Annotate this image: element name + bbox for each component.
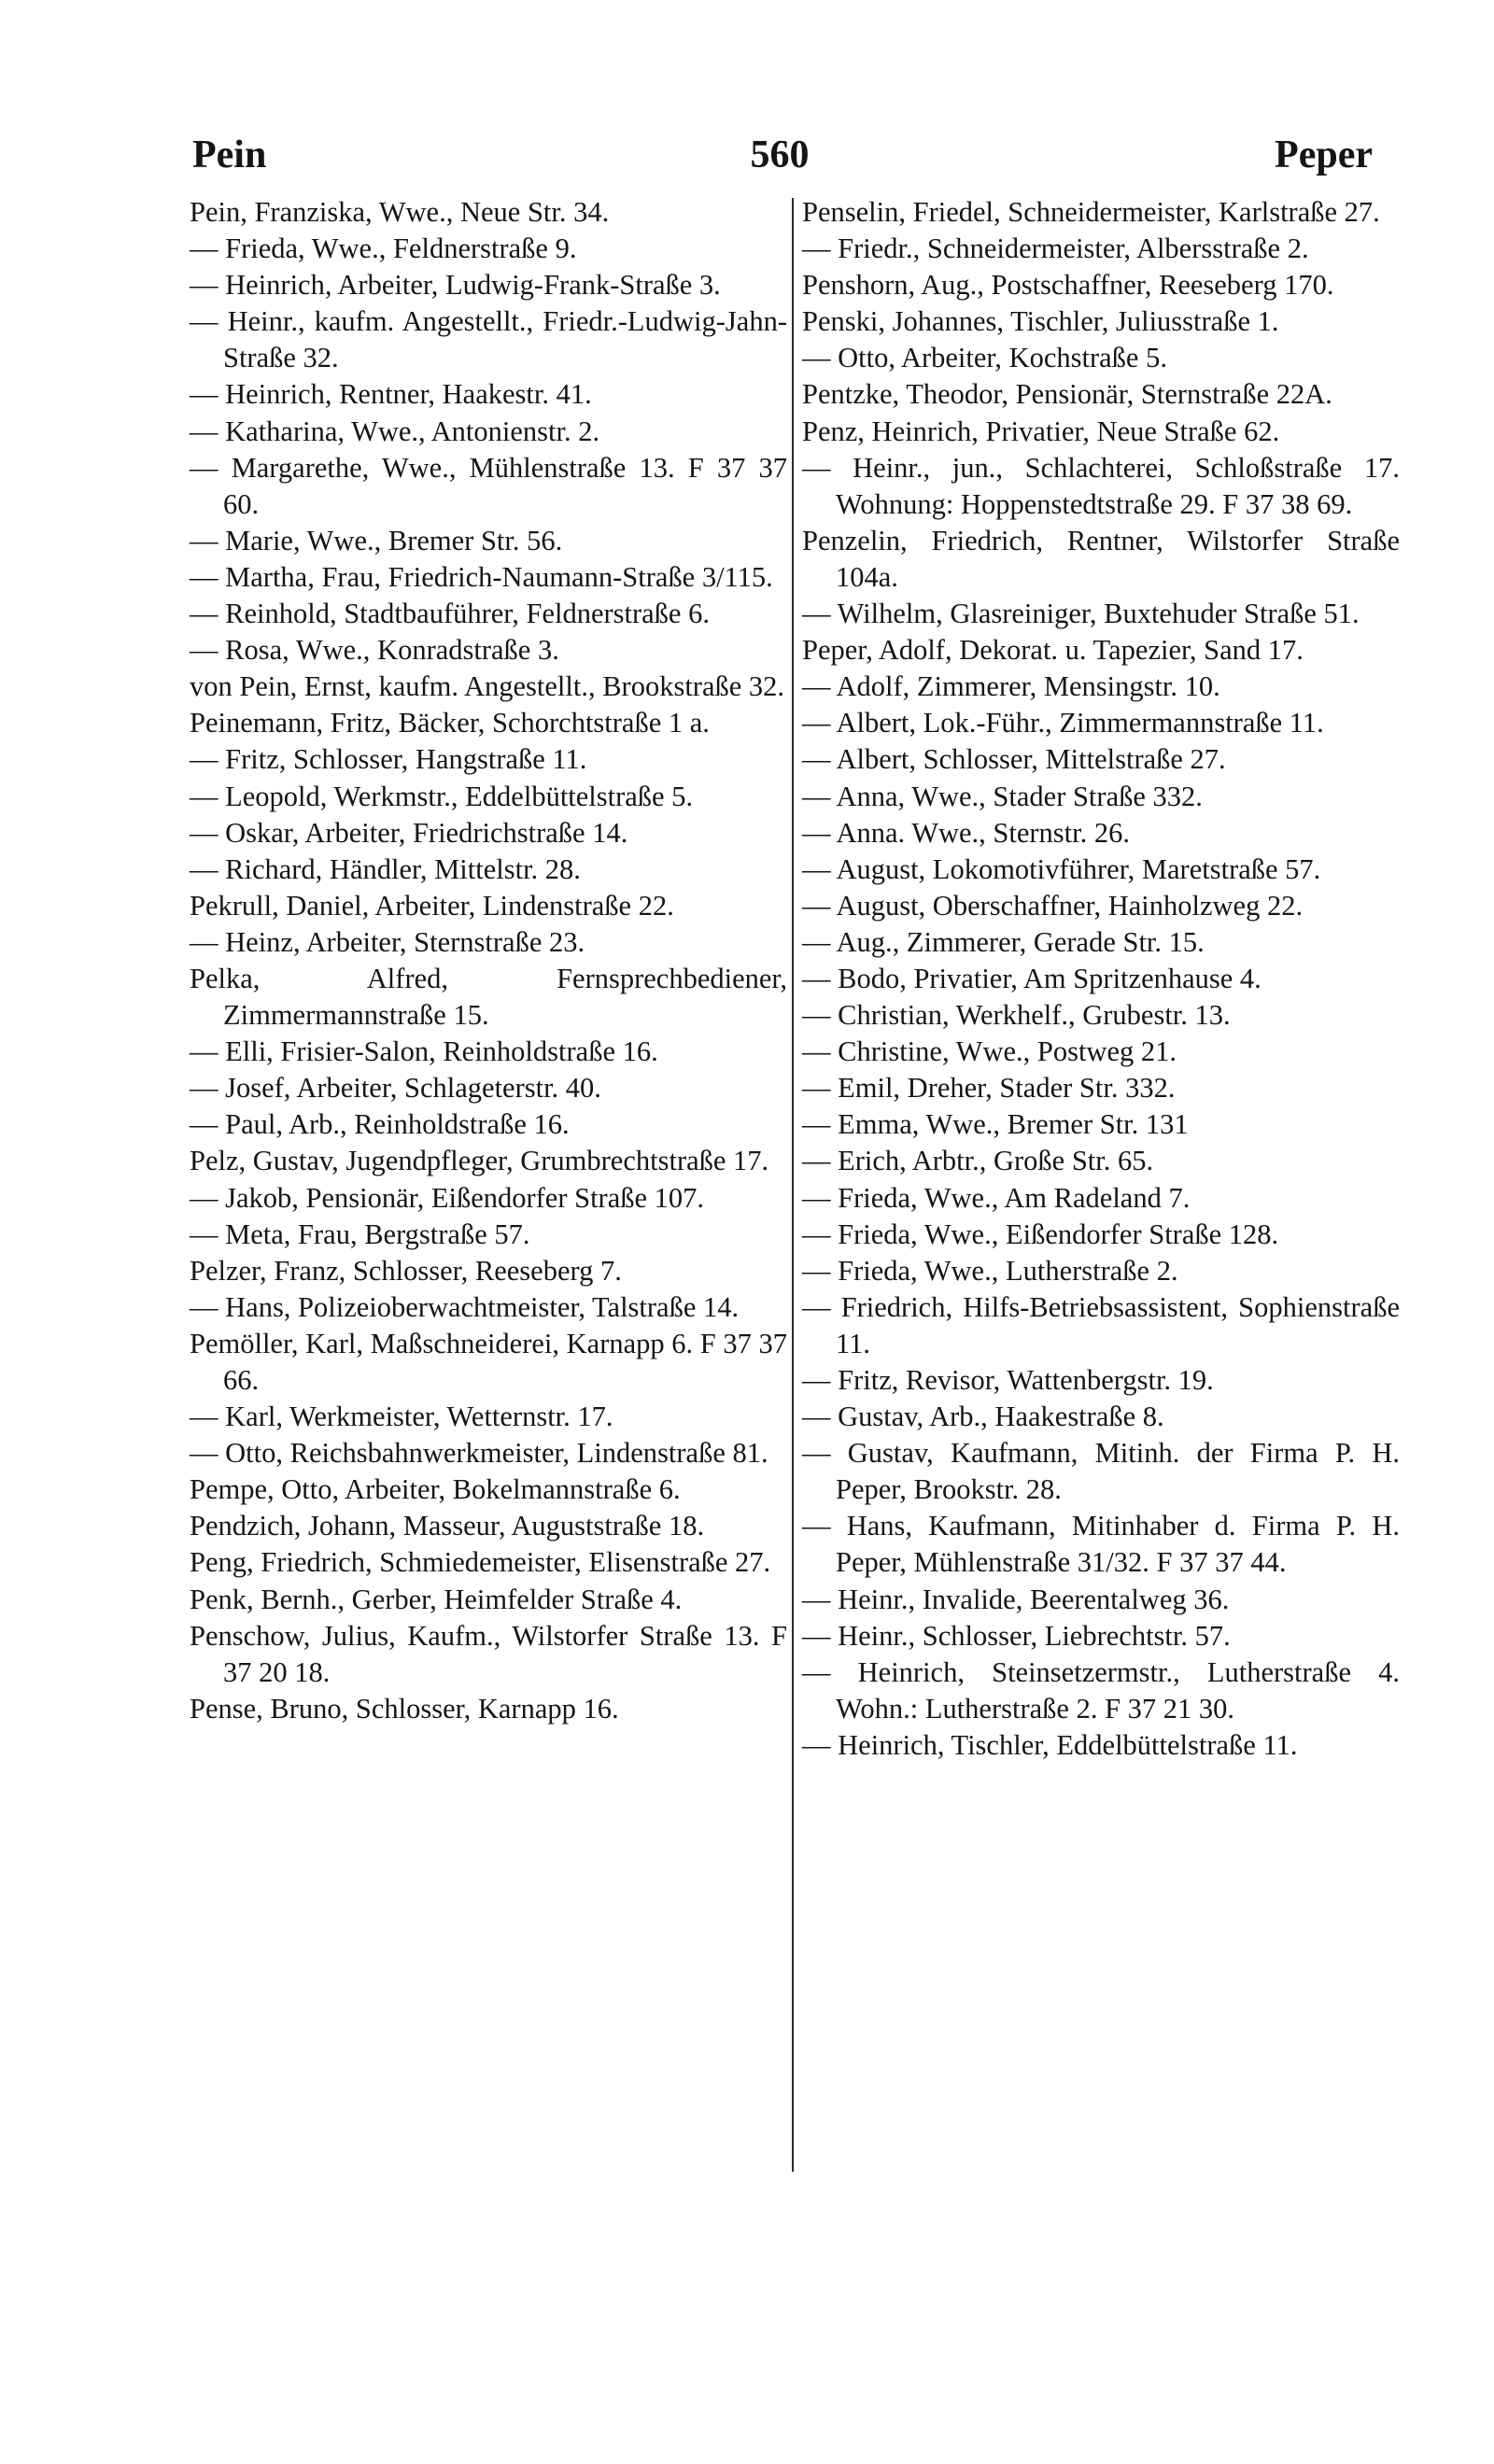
directory-entry: Pein, Franziska, Wwe., Neue Str. 34. xyxy=(190,196,610,228)
directory-entry: Penselin, Friedel, Schneidermeister, Karlstraße 27. xyxy=(802,196,1380,228)
page-header xyxy=(187,133,1373,185)
directory-entry: Peng, Friedrich, Schmiedemeister, Elisenstraße 27. xyxy=(190,1546,771,1579)
directory-entry: — Heinr., Invalide, Beerentalweg 36. xyxy=(802,1583,1230,1615)
directory-entry: — Elli, Frisier-Salon, Reinholdstraße 16. xyxy=(190,1035,658,1068)
directory-entry: — Frieda, Wwe., Eißendorfer Straße 128. xyxy=(802,1218,1279,1250)
directory-entry: — Heinr., jun., Schlachterei, Schloßstraße 17. Wohnung: Hoppenstedtstraße 29. F 37 38 69. xyxy=(802,451,1400,520)
directory-entry: Penzelin, Friedrich, Rentner, Wilstorfer Straße 104a. xyxy=(802,524,1400,593)
directory-entry: — Frieda, Wwe., Lutherstraße 2. xyxy=(802,1254,1178,1287)
directory-entry: Penk, Bernh., Gerber, Heimfelder Straße 4. xyxy=(190,1583,683,1615)
directory-entry: Pelzer, Franz, Schlosser, Reeseberg 7. xyxy=(190,1254,622,1287)
directory-entry: — Albert, Schlosser, Mittelstraße 27. xyxy=(802,743,1226,776)
directory-entry: — Anna. Wwe., Sternstr. 26. xyxy=(802,816,1131,849)
directory-entry: von Pein, Ernst, kaufm. Angestellt., Brookstraße 32. xyxy=(190,670,785,703)
directory-entry: — August, Lokomotivführer, Maretstraße 57. xyxy=(802,852,1321,885)
directory-entry: — Jakob, Pensionär, Eißendorfer Straße 107. xyxy=(190,1181,705,1214)
directory-entry: Pendzich, Johann, Masseur, Auguststraße 18. xyxy=(190,1510,705,1542)
directory-entry: Pempe, Otto, Arbeiter, Bokelmannstraße 6. xyxy=(190,1473,681,1506)
directory-entry: — Martha, Frau, Friedrich-Naumann-Straße 3/115. xyxy=(190,560,773,593)
directory-entry: — Margarethe, Wwe., Mühlenstraße 13. F 37 37 60. xyxy=(190,451,787,520)
directory-entry: — Heinrich, Tischler, Eddelbüttelstraße 11. xyxy=(802,1728,1298,1761)
directory-entry: — Heinr., Schlosser, Liebrechtstr. 57. xyxy=(802,1619,1231,1652)
directory-entry: — Reinhold, Stadtbauführer, Feldnerstraße 6. xyxy=(190,598,710,630)
directory-entry: — Otto, Arbeiter, Kochstraße 5. xyxy=(802,342,1167,374)
directory-entry: — Richard, Händler, Mittelstr. 28. xyxy=(190,852,581,885)
directory-entry: — Oskar, Arbeiter, Friedrichstraße 14. xyxy=(190,816,628,849)
directory-entry: — Heinrich, Steinsetzermstr., Lutherstraße 4. Wohn.: Lutherstraße 2. F 37 21 30. xyxy=(802,1655,1400,1725)
directory-entry: — Emil, Dreher, Stader Str. 332. xyxy=(802,1072,1176,1105)
directory-entry: — Adolf, Zimmerer, Mensingstr. 10. xyxy=(802,670,1220,703)
directory-entry: — Aug., Zimmerer, Gerade Str. 15. xyxy=(802,925,1205,958)
directory-entry: — Heinz, Arbeiter, Sternstraße 23. xyxy=(190,925,585,958)
directory-entry: — Albert, Lok.-Führ., Zimmermannstraße 11. xyxy=(802,707,1324,739)
directory-entry: — Katharina, Wwe., Antonienstr. 2. xyxy=(190,415,600,447)
directory-entry: — Bodo, Privatier, Am Spritzenhause 4. xyxy=(802,962,1261,994)
directory-entry: Peinemann, Fritz, Bäcker, Schorchtstraße 1 a. xyxy=(190,707,710,739)
directory-entry: Penshorn, Aug., Postschaffner, Reeseberg 170. xyxy=(802,269,1334,302)
directory-entry: — Fritz, Revisor, Wattenbergstr. 19. xyxy=(802,1364,1214,1396)
directory-entry: — Meta, Frau, Bergstraße 57. xyxy=(190,1218,530,1250)
directory-entry: Pemöller, Karl, Maßschneiderei, Karnapp 6. F 37 37 66. xyxy=(190,1327,787,1396)
directory-entry: — Erich, Arbtr., Große Str. 65. xyxy=(802,1145,1154,1177)
directory-entry: — Christian, Werkhelf., Grubestr. 13. xyxy=(802,999,1231,1032)
directory-entry: — Leopold, Werkmstr., Eddelbüttelstraße 5. xyxy=(190,780,694,812)
directory-entry: — Karl, Werkmeister, Wetternstr. 17. xyxy=(190,1401,613,1433)
directory-entry: Penschow, Julius, Kaufm., Wilstorfer Straße 13. F 37 20 18. xyxy=(190,1619,787,1688)
header-left-keyword: Pein xyxy=(192,134,267,176)
left-column xyxy=(190,194,787,1727)
directory-entry: — Heinr., kaufm. Angestellt., Friedr.-Ludwig-Jahn-Straße 32. xyxy=(190,305,787,374)
directory-entry: — Wilhelm, Glasreiniger, Buxtehuder Straße 51. xyxy=(802,598,1360,630)
directory-entry: — Christine, Wwe., Postweg 21. xyxy=(802,1035,1177,1068)
directory-entry: Pense, Bruno, Schlosser, Karnapp 16. xyxy=(190,1692,619,1725)
directory-entry: Penski, Johannes, Tischler, Juliusstraße 1. xyxy=(802,305,1279,338)
directory-entry: — Emma, Wwe., Bremer Str. 131 xyxy=(802,1108,1189,1141)
directory-entry: — Friedr., Schneidermeister, Albersstraße 2. xyxy=(802,232,1309,265)
header-right-keyword: Peper xyxy=(1275,134,1373,176)
directory-entry: Penz, Heinrich, Privatier, Neue Straße 62. xyxy=(802,415,1280,447)
directory-entry: Peper, Adolf, Dekorat. u. Tapezier, Sand 17. xyxy=(802,634,1304,667)
directory-entry: — Rosa, Wwe., Konradstraße 3. xyxy=(190,634,559,667)
directory-entry: Pelz, Gustav, Jugendpfleger, Grumbrechtstraße 17. xyxy=(190,1145,769,1177)
directory-entry: — Anna, Wwe., Stader Straße 332. xyxy=(802,780,1203,812)
directory-entry: — Paul, Arb., Reinholdstraße 16. xyxy=(190,1108,570,1141)
directory-entry: Pelka, Alfred, Fernsprechbediener, Zimmermannstraße 15. xyxy=(190,962,787,1032)
page-number: 560 xyxy=(750,134,810,176)
column-divider xyxy=(792,198,794,2172)
directory-entry: — Marie, Wwe., Bremer Str. 56. xyxy=(190,524,563,556)
directory-entry: Pekrull, Daniel, Arbeiter, Lindenstraße 22. xyxy=(190,889,674,922)
directory-entry: — August, Oberschaffner, Hainholzweg 22. xyxy=(802,889,1304,922)
directory-entry: — Friedrich, Hilfs-Betriebsassistent, Sophienstraße 11. xyxy=(802,1290,1400,1359)
directory-entry: — Josef, Arbeiter, Schlageterstr. 40. xyxy=(190,1072,601,1105)
directory-entry: — Gustav, Kaufmann, Mitinh. der Firma P. H. Peper, Brookstr. 28. xyxy=(802,1437,1400,1506)
directory-entry: — Gustav, Arb., Haakestraße 8. xyxy=(802,1401,1164,1433)
directory-entry: Pentzke, Theodor, Pensionär, Sternstraße 22A. xyxy=(802,378,1332,411)
directory-entry: — Fritz, Schlosser, Hangstraße 11. xyxy=(190,743,587,776)
directory-entry: — Hans, Polizeioberwachtmeister, Talstraße 14. xyxy=(190,1290,740,1323)
right-column xyxy=(802,194,1400,1764)
directory-entry: — Heinrich, Arbeiter, Ludwig-Frank-Straße 3. xyxy=(190,269,721,302)
directory-entry: — Heinrich, Rentner, Haakestr. 41. xyxy=(190,378,592,411)
directory-entry: — Otto, Reichsbahnwerkmeister, Lindenstraße 81. xyxy=(190,1437,768,1470)
directory-entry: — Frieda, Wwe., Feldnerstraße 9. xyxy=(190,232,577,265)
directory-entry: — Frieda, Wwe., Am Radeland 7. xyxy=(802,1181,1191,1214)
directory-entry: — Hans, Kaufmann, Mitinhaber d. Firma P. H. Peper, Mühlenstraße 31/32. F 37 37 44. xyxy=(802,1510,1400,1579)
